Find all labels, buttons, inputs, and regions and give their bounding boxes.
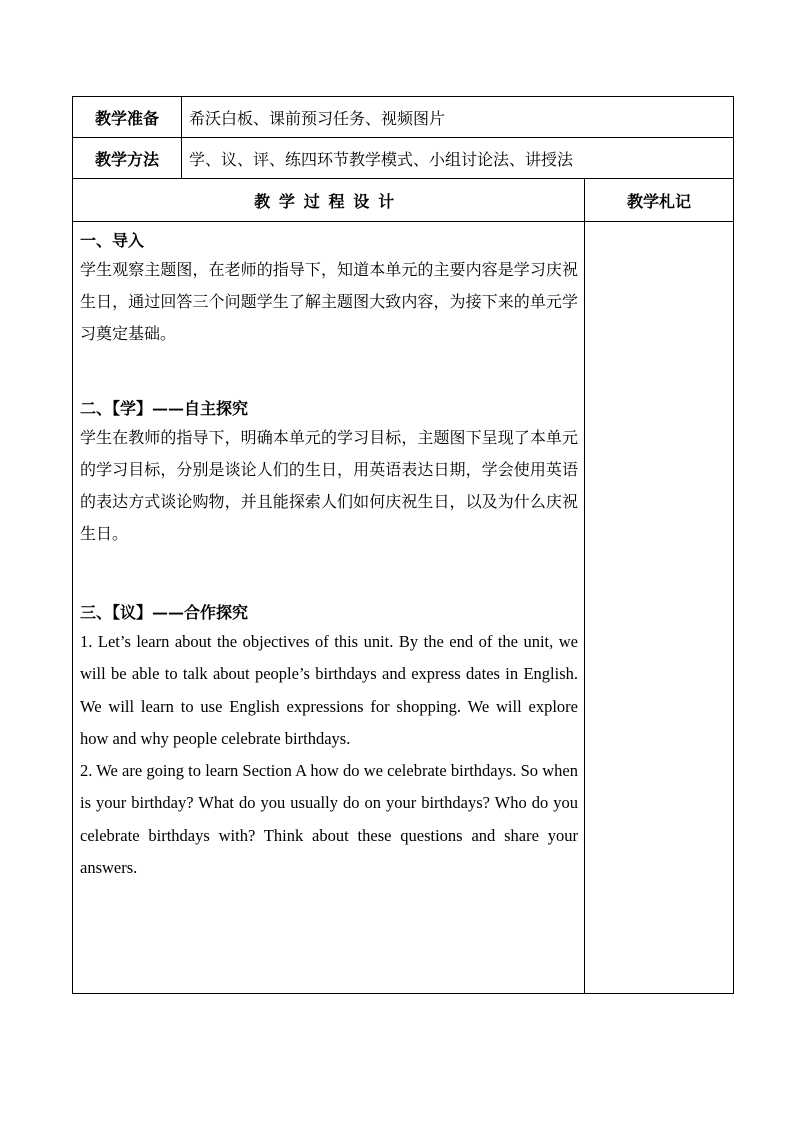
prep-value: 希沃白板、课前预习任务、视频图片 (182, 97, 734, 138)
header-row (73, 179, 734, 222)
content-row (73, 222, 734, 994)
notes-header: 教学札记 (585, 179, 734, 222)
section-3-paragraph-1: 1. Let’s learn about the objectives of this unit. By the end of the unit, we will be able to talk about people’s birthdays and express dates in English. We will learn to use English expressions for shopping. We will explore how and why people celebrate birthdays. (80, 632, 578, 748)
method-row (73, 138, 734, 179)
method-label: 教学方法 (73, 138, 182, 179)
process-content (73, 222, 585, 994)
section-1-text: 学生观察主题图，在老师的指导下，知道本单元的主要内容是学习庆祝生日，通过回答三个问题学生了解主题图大致内容，为接下来的单元学习奠定基础。 (80, 260, 578, 343)
lesson-plan-sheet (72, 96, 733, 994)
method-value: 学、议、评、练四环节教学模式、小组讨论法、讲授法 (182, 138, 734, 179)
process-header: 教学过程设计 (73, 179, 585, 222)
section-2-title: 二、【学】——自主探究 (80, 399, 249, 418)
spacer (80, 350, 578, 390)
notes-column (585, 222, 734, 994)
section-3-title: 三、【议】——合作探究 (80, 603, 249, 622)
spacer (80, 550, 578, 596)
section-2-text: 学生在教师的指导下，明确本单元的学习目标，主题图下呈现了本单元的学习目标，分别是谈论人们的生日，用英语表达日期，学会使用英语的表达方式谈论购物，并且能探索人们如何庆祝生日，以及为什么庆祝生日。 (80, 428, 578, 543)
prep-row (73, 97, 734, 138)
section-1-title: 一、导入 (80, 231, 145, 250)
section-3-paragraph-2: 2. We are going to learn Section A how do we celebrate birthdays. So when is your birthday? What do you usually do on your birthdays? Who do you celebrate birthdays with? Think about these questions and share your answers. (80, 761, 578, 878)
lesson-plan-table (72, 96, 734, 994)
prep-label: 教学准备 (73, 97, 182, 138)
